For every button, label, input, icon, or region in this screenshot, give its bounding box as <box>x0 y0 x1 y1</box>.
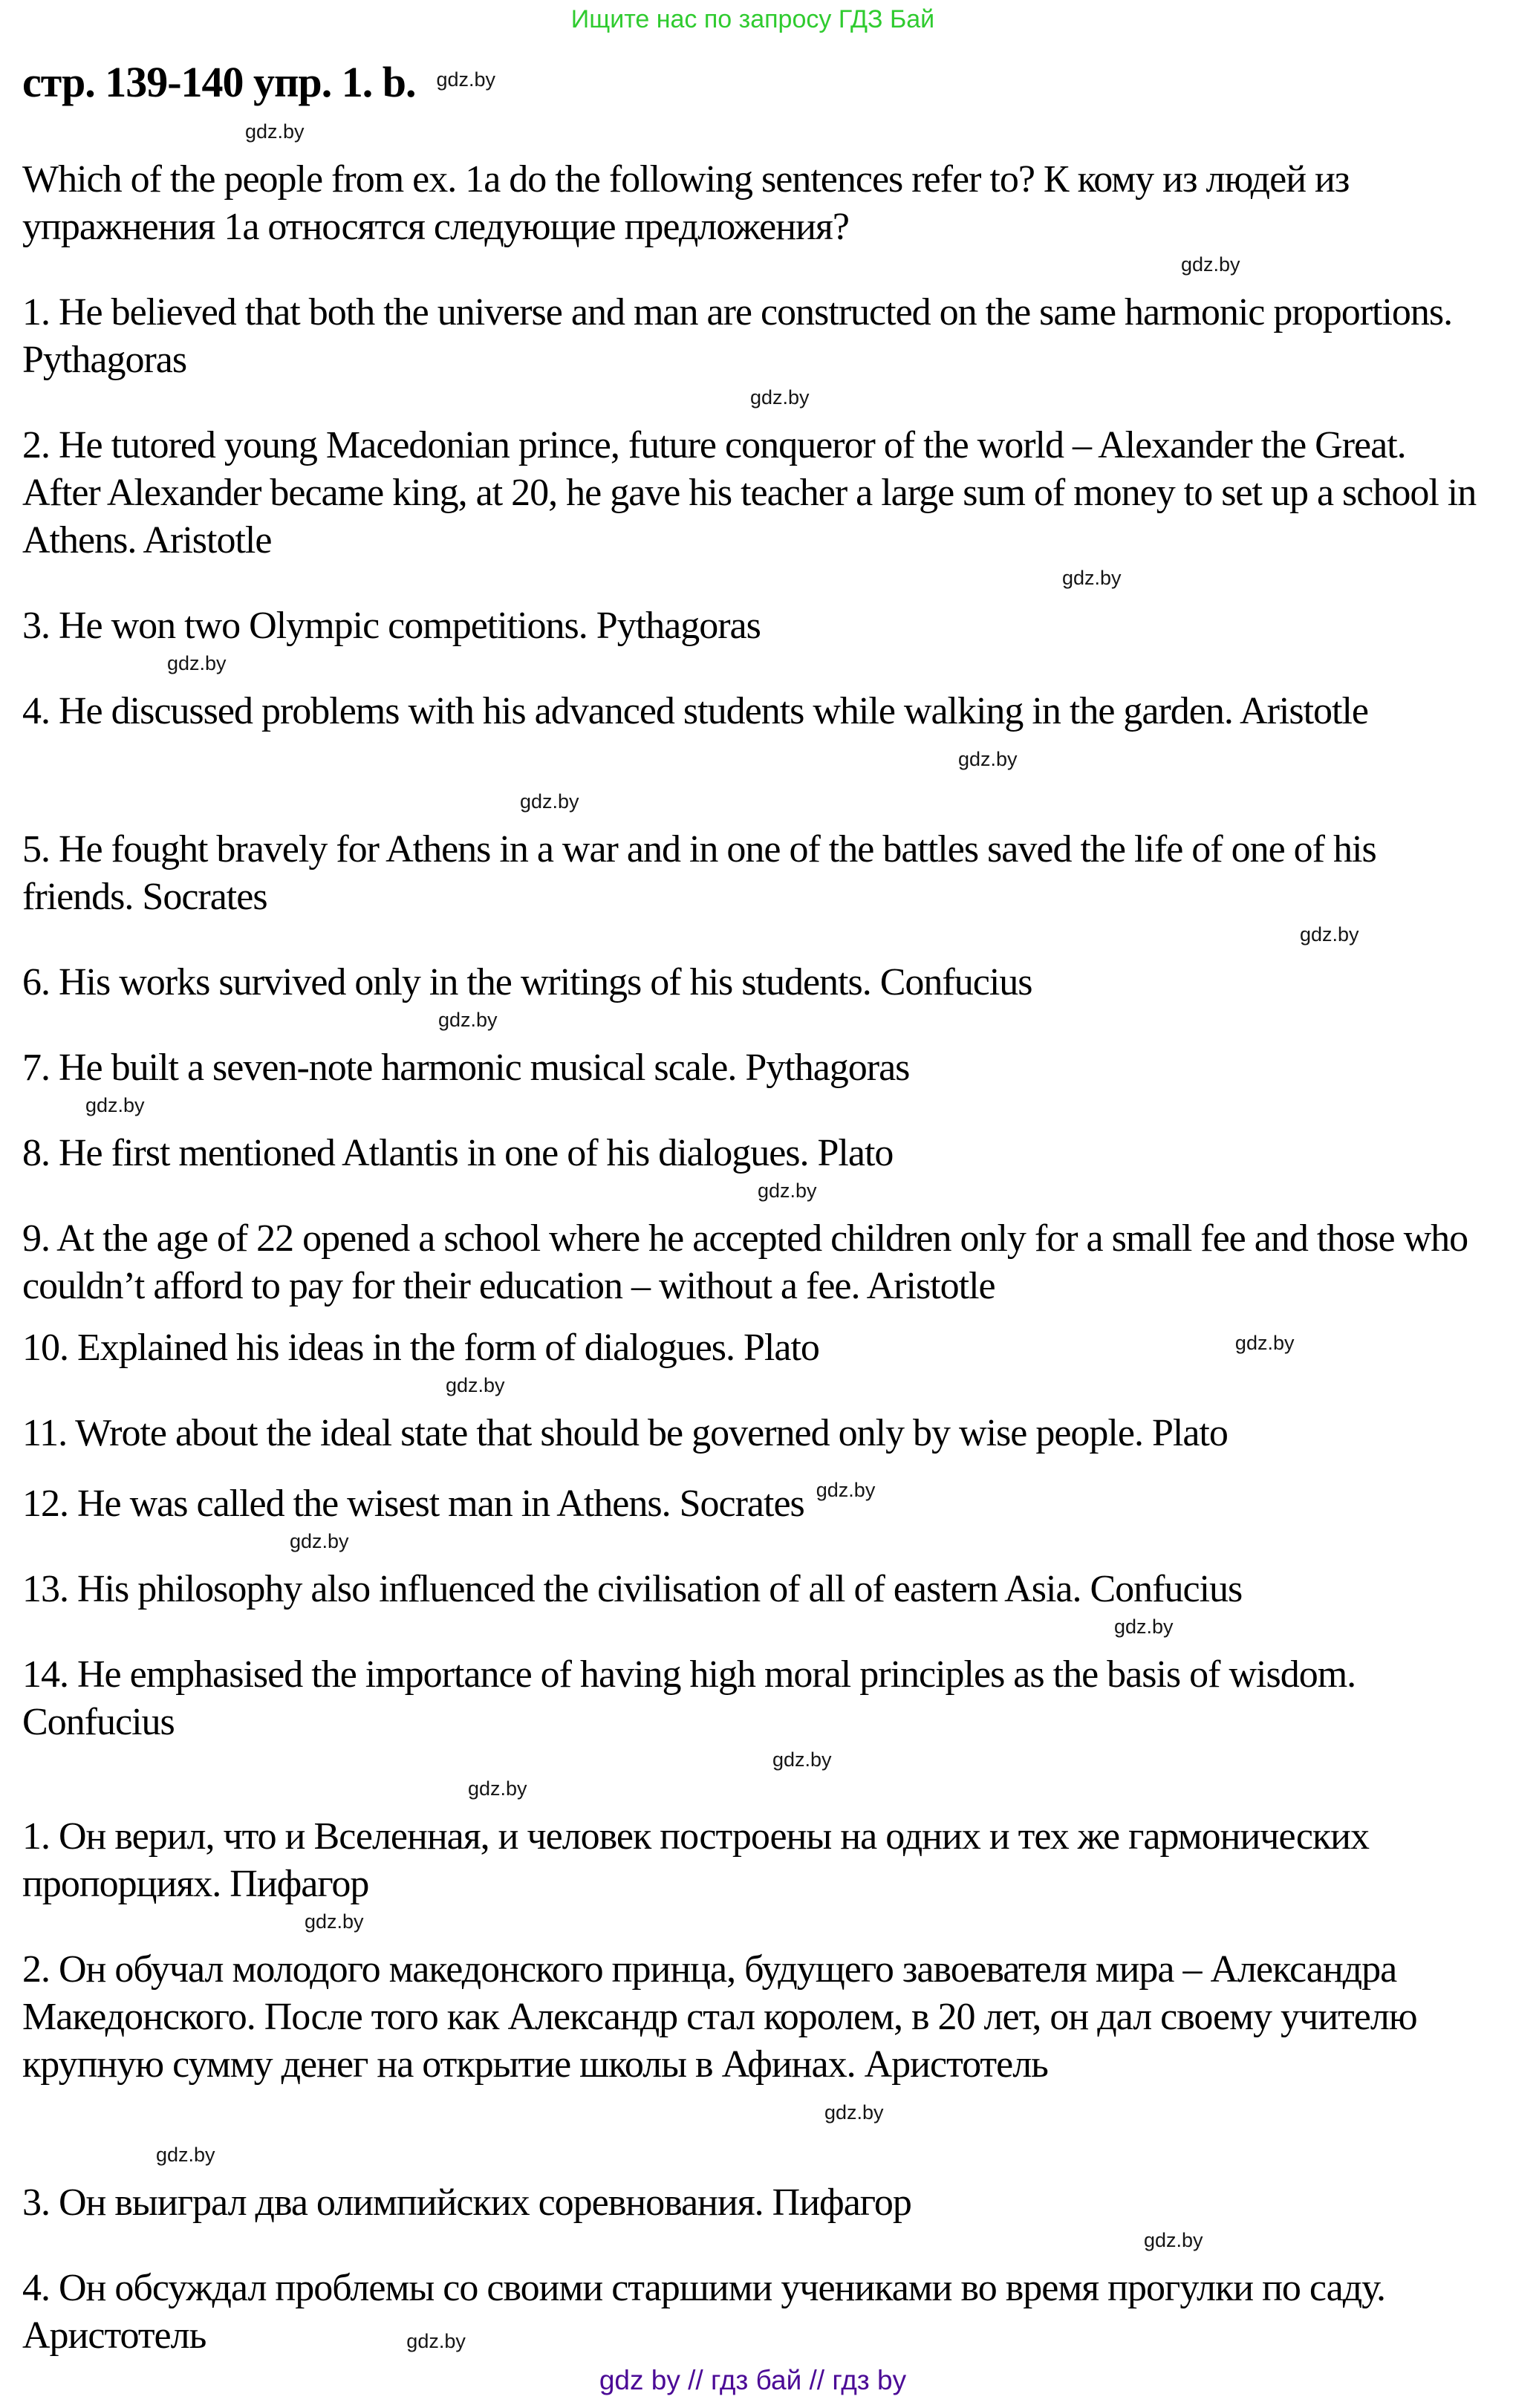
sentence-en-7 <box>22 1044 1483 1092</box>
sentence-en-2 <box>22 422 1483 564</box>
sentence-text: 11. Wrote about the ideal state that should be governed only by wise people. <box>22 1412 1143 1454</box>
sentence-en-8 <box>22 1130 1483 1177</box>
answer: Confucius <box>22 1701 175 1743</box>
sentence-en-14 <box>22 1651 1483 1746</box>
gdz-watermark: gdz.by <box>436 68 496 91</box>
heading-row <box>22 55 1483 118</box>
gdz-watermark: gdz.by <box>438 1009 498 1031</box>
gdz-watermark: gdz.by <box>1300 923 1359 946</box>
gdz-watermark: gdz.by <box>772 1748 832 1771</box>
gdz-watermark: gdz.by <box>156 2144 215 2166</box>
gdz-watermark: gdz.by <box>85 1094 145 1116</box>
page-heading: стр. 139-140 упр. 1. b. <box>22 58 416 106</box>
gdz-watermark: gdz.by <box>750 386 810 409</box>
sentence-text: 7. He built a seven-note harmonic musical scale. <box>22 1047 737 1089</box>
gdz-watermark: gdz.by <box>1062 567 1122 589</box>
gdz-watermark: gdz.by <box>167 652 227 674</box>
gdz-watermark: gdz.by <box>816 1479 876 1501</box>
gdz-watermark: gdz.by <box>245 120 305 143</box>
sentence-text: 4. Он обсуждал проблемы со своими старшими учениками во время прогулки по саду. <box>22 2267 1385 2309</box>
question-ru: К кому из людей из упражнения 1а относятся следующие предложения? <box>22 158 1350 248</box>
sentence-text: 14. He emphasised the importance of having high moral principles as the basis of wisdom. <box>22 1653 1356 1696</box>
answer: Pythagoras <box>22 339 187 381</box>
sentence-text: 4. He discussed problems with his advanced students while walking in the garden. <box>22 690 1233 732</box>
gdz-watermark: gdz.by <box>406 2330 466 2352</box>
question-paragraph <box>22 156 1483 251</box>
gdz-watermark: gdz.by <box>958 748 1018 770</box>
sentence-text: 6. His works survived only in the writings of his students. <box>22 961 871 1003</box>
gdz-watermark: gdz.by <box>824 2101 884 2124</box>
gdz-watermark: gdz.by <box>758 1179 817 1202</box>
sentence-text: 12. He was called the wisest man in Athens. <box>22 1483 671 1525</box>
answer: Пифагор <box>230 1863 369 1905</box>
sentence-en-6 <box>22 959 1483 1006</box>
sentence-text: 5. He fought bravely for Athens in a war and in one of the battles saved the life of one of his friends. <box>22 828 1376 918</box>
answer: Confucius <box>1090 1568 1243 1610</box>
answer: Пифагор <box>772 2181 911 2224</box>
sentence-text: 3. Он выиграл два олимпийских соревнования. <box>22 2181 764 2224</box>
gdz-watermark: gdz.by <box>1234 1332 1295 1354</box>
gdz-watermark: gdz.by <box>290 1530 349 1552</box>
gdz-watermark: gdz.by <box>520 790 579 813</box>
sentence-text: 3. He won two Olympic competitions. <box>22 605 588 647</box>
sentence-text: 9. At the age of 22 opened a school where he accepted children only for a small fee and those who couldn’t afford to pay for their education – without a fee. <box>22 1217 1468 1307</box>
sentence-en-1 <box>22 289 1483 384</box>
gdz-watermark: gdz.by <box>305 1910 364 1933</box>
answer: Confucius <box>879 961 1032 1003</box>
answer: Socrates <box>142 876 267 918</box>
sentence-text: 2. He tutored young Macedonian prince, future conqueror of the world – Alexander the Great. After Alexander became king, at 20, he gave his teacher a large sum of money to set up a school in Athens. <box>22 424 1477 562</box>
answer: Pythagoras <box>596 605 761 647</box>
answer: Аристотель <box>864 2043 1048 2086</box>
answer: Aristotle <box>866 1265 995 1307</box>
answer: Pythagoras <box>745 1047 910 1089</box>
sentence-en-11 <box>22 1410 1483 1457</box>
gdz-watermark: gdz.by <box>1181 253 1240 276</box>
gdz-watermark: gdz.by <box>446 1374 505 1396</box>
gdz-watermark: gdz.by <box>468 1777 527 1800</box>
answer: Plato <box>744 1327 819 1369</box>
sentence-ru-1 <box>22 1813 1483 1908</box>
sentence-en-3 <box>22 602 1483 650</box>
answer: Plato <box>817 1132 894 1174</box>
sentence-text: 8. He first mentioned Atlantis in one of his dialogues. <box>22 1132 809 1174</box>
answer: Aristotle <box>1240 690 1369 732</box>
sentence-en-9 <box>22 1215 1483 1310</box>
sentence-en-10 <box>22 1319 1483 1372</box>
sentence-ru-3 <box>22 2179 1483 2227</box>
sentence-text: 2. Он обучал молодого македонского принца, будущего завоевателя мира – Александра Македонского. После того как Александр стал королем, в 20 лет, он дал своему учителю крупную сумму денег на открытие школы в Афинах. <box>22 1948 1417 2086</box>
sentence-text: 1. Он верил, что и Вселенная, и человек построены на одних и тех же гармонических пропорциях. <box>22 1815 1369 1905</box>
answer: Aristotle <box>143 519 272 562</box>
gdz-watermark: gdz.by <box>1114 1615 1174 1638</box>
site-footer: gdz by // гдз бай // гдз by <box>599 2365 907 2395</box>
sentence-ru-2 <box>22 1946 1483 2141</box>
top-banner: Ищите нас по запросу ГДЗ Бай <box>570 5 935 33</box>
sentence-text: 10. Explained his ideas in the form of dialogues. <box>22 1327 735 1369</box>
sentence-en-5 <box>22 826 1483 921</box>
answer: Socrates <box>679 1483 804 1525</box>
sentence-en-4 <box>22 688 1483 788</box>
sentence-en-12 <box>22 1466 1483 1528</box>
question-en: Which of the people from ex. 1a do the following sentences refer to? <box>22 158 1035 201</box>
answer: Plato <box>1151 1412 1228 1454</box>
answer: Аристотель <box>22 2314 206 2357</box>
sentence-en-13 <box>22 1566 1483 1613</box>
sentence-text: 1. He believed that both the universe and man are constructed on the same harmonic proportions. <box>22 291 1453 333</box>
sentence-ru-4 <box>22 2265 1483 2365</box>
gdz-watermark: gdz.by <box>1144 2229 1203 2251</box>
sentence-text: 13. His philosophy also influenced the civilisation of all of eastern Asia. <box>22 1568 1081 1610</box>
